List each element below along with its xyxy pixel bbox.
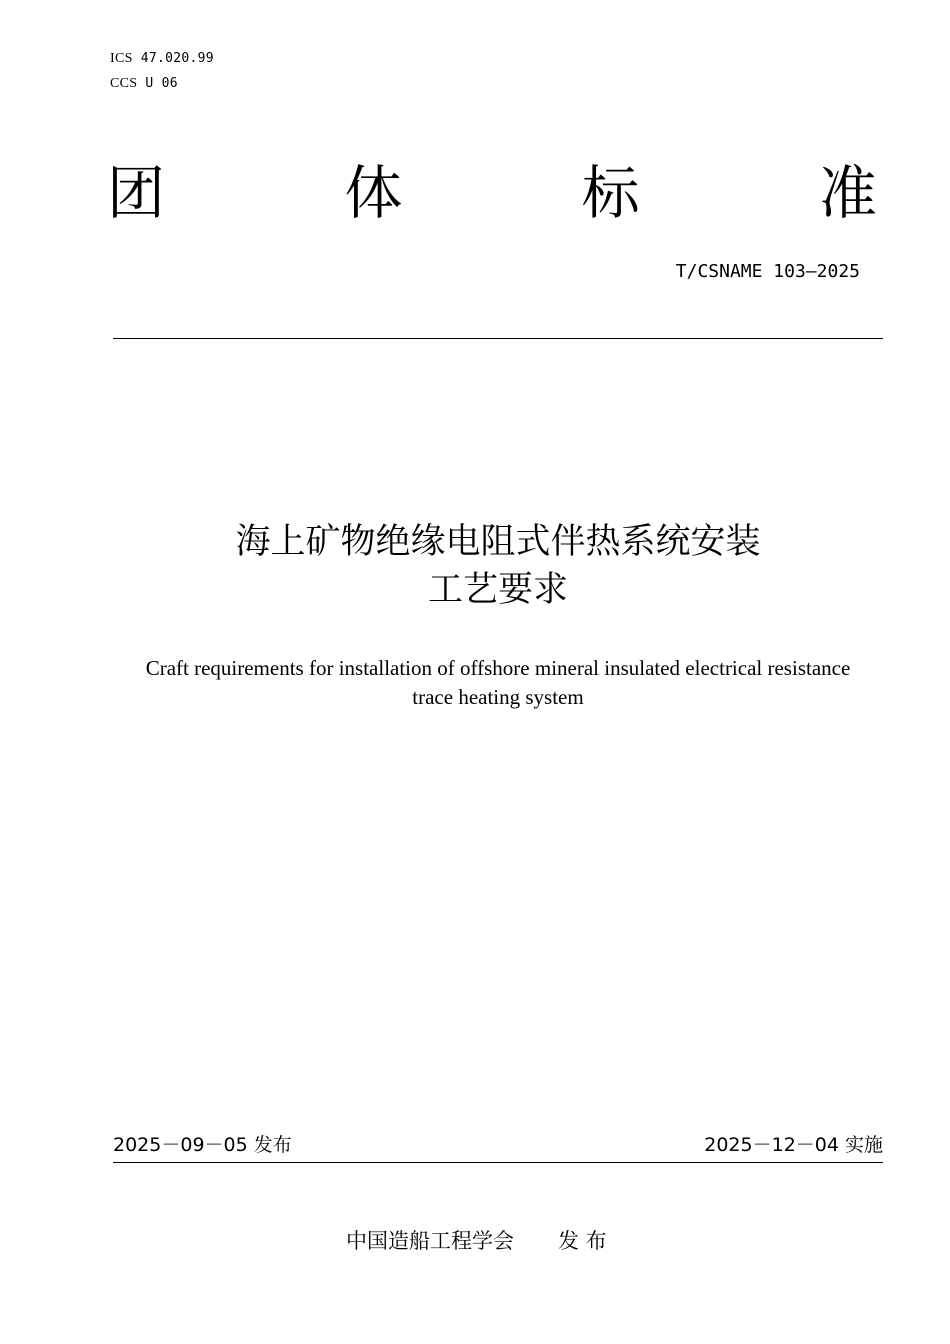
implementation-date: 2025－12－04 实施 bbox=[704, 1134, 883, 1156]
title-english bbox=[0, 654, 950, 712]
issue-date: 2025－09－05 发布 bbox=[113, 1134, 292, 1156]
title-english-line: Craft requirements for installation of offshore mineral insulated electrical resistance bbox=[145, 656, 851, 680]
ccs-label: CCS bbox=[110, 76, 138, 91]
publisher-action: 发 布 bbox=[558, 1229, 607, 1253]
doc-type-char: 体 bbox=[344, 159, 403, 227]
doc-type-char: 准 bbox=[818, 159, 877, 227]
date-line bbox=[113, 1131, 883, 1159]
header-divider bbox=[113, 338, 883, 339]
document-type-heading bbox=[107, 158, 877, 228]
standard-number: T/CSNAME 103—2025 bbox=[675, 261, 860, 282]
title-english-line: trace heating system bbox=[412, 685, 584, 709]
ics-label: ICS bbox=[110, 51, 133, 66]
doc-type-char: 团 bbox=[107, 159, 166, 227]
publisher-line bbox=[346, 1226, 607, 1256]
title-chinese bbox=[0, 518, 950, 614]
title-chinese-line: 工艺要求 bbox=[427, 570, 568, 610]
ics-code bbox=[110, 46, 214, 71]
doc-type-char: 标 bbox=[581, 159, 640, 227]
footer-divider bbox=[113, 1162, 883, 1163]
ccs-value: U 06 bbox=[145, 76, 178, 91]
ccs-code bbox=[110, 71, 214, 96]
publisher-name: 中国造船工程学会 bbox=[346, 1229, 514, 1253]
ics-value: 47.020.99 bbox=[140, 51, 214, 66]
title-chinese-line: 海上矿物绝缘电阻式伴热系统安装 bbox=[235, 522, 761, 562]
classification-codes bbox=[110, 46, 214, 96]
